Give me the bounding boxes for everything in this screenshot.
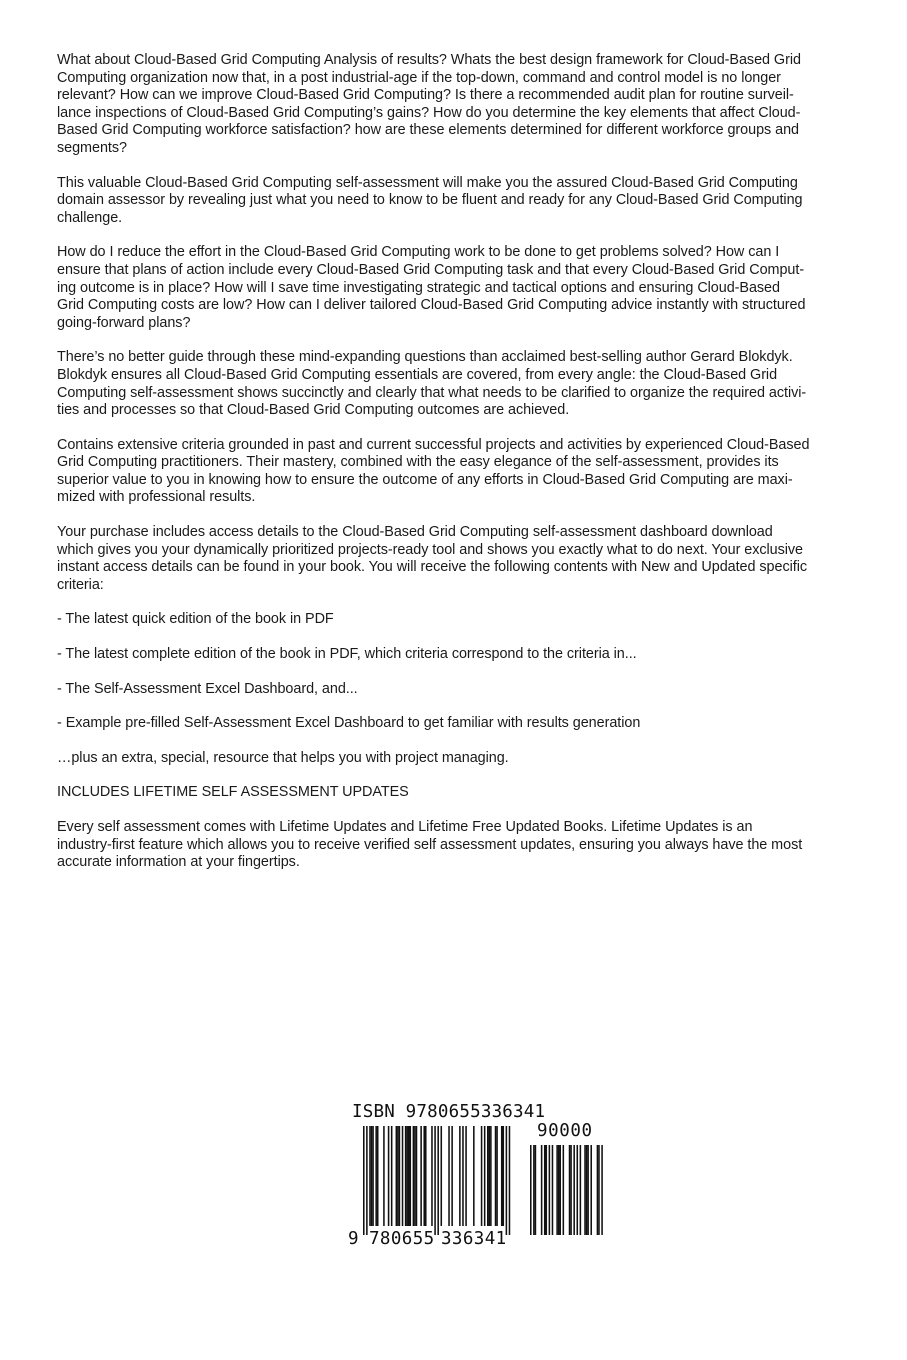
- barcode-bar: [501, 1126, 503, 1226]
- barcode-bar: [410, 1126, 412, 1226]
- barcode-bar: [402, 1126, 404, 1226]
- barcode-bar: [425, 1126, 427, 1226]
- paragraph: [57, 244, 847, 332]
- addon-bar: [546, 1145, 548, 1235]
- addon-bar: [559, 1145, 561, 1235]
- text-line: Grid Computing practitioners. Their mastery, combined with the easy elegance of the self-assessment, provides its: [57, 454, 779, 471]
- paragraph: [57, 646, 847, 664]
- paragraph: [57, 611, 847, 629]
- paragraph: [57, 437, 847, 507]
- barcode-bar: [408, 1126, 410, 1226]
- barcode-bar: [406, 1126, 408, 1226]
- text-line: instant access details can be found in your book. You will receive the following contents with New and Updated specific: [57, 559, 808, 576]
- barcode-bar: [441, 1126, 443, 1226]
- barcode-bar: [420, 1126, 422, 1226]
- text-line: - The latest complete edition of the book in PDF, which criteria correspond to the criteria in...: [57, 646, 637, 663]
- text-line: going-forward plans?: [57, 314, 191, 331]
- barcode-bar: [509, 1126, 511, 1235]
- addon-bar: [597, 1145, 599, 1235]
- barcode-bar: [451, 1126, 453, 1226]
- addon-bar: [577, 1145, 579, 1235]
- barcode-bar: [448, 1126, 450, 1226]
- addon-bar: [544, 1145, 546, 1235]
- text-line: What about Cloud-Based Grid Computing Analysis of results? Whats the best design framework for Cloud-Based Grid: [57, 52, 801, 68]
- barcode-bar: [377, 1126, 379, 1226]
- barcode-bar: [396, 1126, 398, 1226]
- addon-bar: [541, 1145, 543, 1235]
- text-line: This valuable Cloud-Based Grid Computing self-assessment will make you the assured Cloud-Based Grid Computing: [57, 174, 798, 191]
- barcode-bar: [413, 1126, 415, 1226]
- text-line: accurate information at your fingertips.: [57, 854, 300, 871]
- text-line: ing outcome is in place? How will I save time investigating strategic and tactical options and ensuring Cloud-Based: [57, 279, 780, 296]
- addon-bar: [598, 1145, 600, 1235]
- text-line: industry-first feature which allows you to receive verified self assessment updates, ensuring you always have the most: [57, 836, 803, 853]
- paragraph: [57, 52, 847, 158]
- barcode-bar: [399, 1126, 401, 1226]
- paragraph: [57, 819, 847, 872]
- barcode-bar: [372, 1126, 374, 1226]
- addon-bar: [530, 1145, 532, 1235]
- barcode-bar: [481, 1126, 483, 1226]
- barcode-bar: [506, 1126, 508, 1235]
- text-line: which gives you your dynamically prioritized projects-ready tool and shows you exactly what to do next. Your exclusive: [57, 541, 803, 558]
- paragraph: [57, 349, 847, 419]
- text-line: segments?: [57, 139, 127, 156]
- paragraph: [57, 750, 847, 768]
- barcode-bar: [405, 1126, 407, 1226]
- paragraph: [57, 524, 847, 594]
- addon-bar: [563, 1145, 565, 1235]
- barcode-bar: [363, 1126, 365, 1235]
- isbn-barcode: [348, 1102, 613, 1252]
- barcode-bar: [388, 1126, 390, 1226]
- paragraph: [57, 175, 847, 228]
- addon-bar: [587, 1145, 589, 1235]
- barcode-bar: [465, 1126, 467, 1226]
- text-line: relevant? How can we improve Cloud-Based Grid Computing? Is there a recommended audit plan for routine surveil-: [57, 87, 794, 104]
- addon-bar: [584, 1145, 586, 1235]
- text-line: ties and processes so that Cloud-Based Grid Computing outcomes are achieved.: [57, 402, 570, 419]
- barcode-left-digits: 780655: [369, 1229, 435, 1249]
- addon-bar: [601, 1145, 603, 1235]
- text-line: Every self assessment comes with Lifetime Updates and Lifetime Free Updated Books. Lifetime Updates is an: [57, 819, 753, 835]
- barcode-bar: [369, 1126, 371, 1226]
- paragraph: [57, 784, 847, 802]
- addon-bar: [552, 1145, 554, 1235]
- barcode-bar: [416, 1126, 418, 1226]
- barcode-bar: [495, 1126, 497, 1226]
- text-line: Blokdyk ensures all Cloud-Based Grid Computing essentials are covered, from every angle: the Cloud-Based Grid: [57, 366, 778, 383]
- text-line: How do I reduce the effort in the Cloud-Based Grid Computing work to be done to get problems solved? How can I: [57, 244, 780, 261]
- barcode-lead-digit: 9: [348, 1229, 359, 1249]
- text-line: mized with professional results.: [57, 489, 256, 506]
- barcode-bar: [414, 1126, 416, 1226]
- text-line: challenge.: [57, 209, 123, 226]
- text-line: - The Self-Assessment Excel Dashboard, and...: [57, 680, 358, 697]
- addon-bar: [573, 1145, 575, 1235]
- barcode-bar: [371, 1126, 373, 1226]
- text-line: Based Grid Computing workforce satisfaction? how are these elements determined for different workforce groups and: [57, 122, 799, 139]
- price-addon-label: 90000: [537, 1121, 593, 1141]
- barcode-bar: [423, 1126, 425, 1226]
- barcode-bar: [473, 1126, 475, 1226]
- barcode-bar: [462, 1126, 464, 1226]
- barcode-bar: [383, 1126, 385, 1226]
- text-line: ensure that plans of action include every Cloud-Based Grid Computing task and that every Cloud-Based Grid Comput-: [57, 261, 805, 278]
- barcode-bar: [434, 1126, 436, 1235]
- barcode-bar: [487, 1126, 489, 1226]
- text-line: Contains extensive criteria grounded in past and current successful projects and activities by experienced Cloud-Based: [57, 436, 810, 453]
- text-line: Your purchase includes access details to the Cloud-Based Grid Computing self-assessment dashboard download: [57, 524, 773, 541]
- barcode-right-digits: 336341: [441, 1229, 507, 1249]
- barcode-bar: [366, 1126, 368, 1235]
- addon-bar: [558, 1145, 560, 1235]
- addon-bar: [533, 1145, 535, 1235]
- barcode-bar: [490, 1126, 492, 1226]
- text-line: - The latest quick edition of the book in PDF: [57, 611, 334, 628]
- text-line: domain assessor by revealing just what you need to know to be fluent and ready for any Cloud-Based Grid Computing: [57, 192, 803, 209]
- addon-bar: [569, 1145, 571, 1235]
- text-line: lance inspections of Cloud-Based Grid Computing’s gains? How do you determine the key elements that affect Cloud-: [57, 104, 801, 121]
- addon-bar: [556, 1145, 558, 1235]
- text-line: …plus an extra, special, resource that helps you with project managing.: [57, 749, 509, 766]
- barcode-bar: [489, 1126, 491, 1226]
- text-line: There’s no better guide through these mind-expanding questions than acclaimed best-selling author Gerard Blokdyk.: [57, 349, 793, 366]
- text-line: superior value to you in knowing how to ensure the outcome of any efforts in Cloud-Based Grid Computing are maxi-: [57, 471, 793, 488]
- barcode-bar: [437, 1126, 439, 1235]
- barcode-bar: [397, 1126, 399, 1226]
- barcode-bar: [503, 1126, 505, 1226]
- text-line: INCLUDES LIFETIME SELF ASSESSMENT UPDATES: [57, 784, 409, 801]
- paragraph: [57, 681, 847, 699]
- barcode-bar: [459, 1126, 461, 1226]
- barcode-bar: [431, 1126, 433, 1226]
- text-line: criteria:: [57, 576, 104, 593]
- isbn-label: ISBN 9780655336341: [352, 1102, 546, 1122]
- barcode-bar: [375, 1126, 377, 1226]
- text-line: Computing self-assessment shows succinctly and clearly that what needs to be clarified to organize the required activi-: [57, 384, 807, 401]
- addon-bar: [570, 1145, 572, 1235]
- text-line: - Example pre-filled Self-Assessment Excel Dashboard to get familiar with results generation: [57, 715, 641, 732]
- barcode-bar: [496, 1126, 498, 1226]
- barcode-bar: [484, 1126, 486, 1226]
- paragraph: [57, 715, 847, 733]
- text-line: Grid Computing costs are low? How can I deliver tailored Cloud-Based Grid Computing advice instantly with structured: [57, 297, 806, 314]
- text-line: Computing organization now that, in a post industrial-age if the top-down, command and control model is no longer: [57, 69, 781, 86]
- back-cover-text: [57, 52, 847, 889]
- addon-bar: [535, 1145, 537, 1235]
- addon-bar: [590, 1145, 592, 1235]
- barcode-bar: [391, 1126, 393, 1226]
- addon-bar: [586, 1145, 588, 1235]
- addon-bar: [549, 1145, 551, 1235]
- addon-bar: [580, 1145, 582, 1235]
